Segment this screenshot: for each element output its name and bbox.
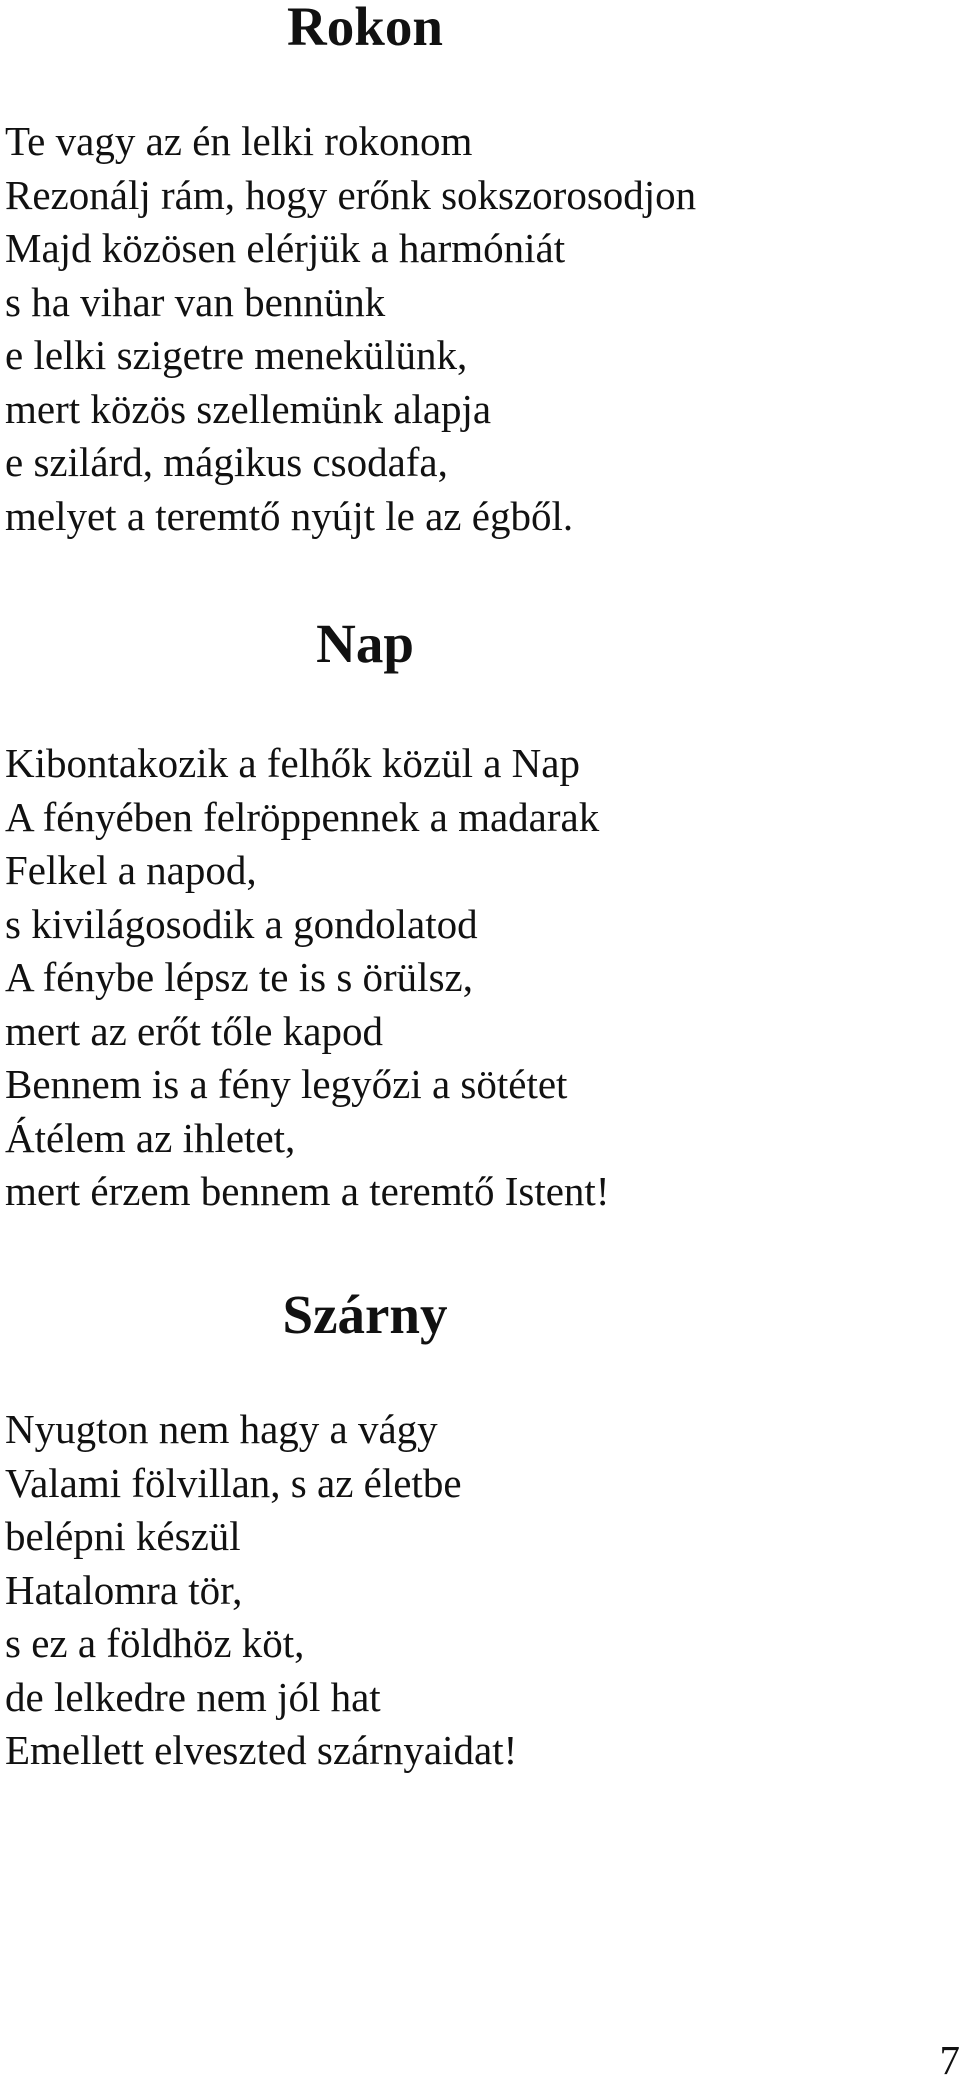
poem-line: de lelkedre nem jól hat	[5, 1671, 517, 1725]
page-number: 7	[940, 2040, 960, 2081]
poem-title-nap: Nap	[0, 614, 730, 674]
poem-title-szarny: Szárny	[0, 1285, 730, 1345]
poem-body-nap	[5, 737, 609, 1219]
poem-line: s kivilágosodik a gondolatod	[5, 898, 609, 952]
poem-line: Emellett elveszted szárnyaidat!	[5, 1724, 517, 1778]
poem-line: e szilárd, mágikus csodafa,	[5, 436, 696, 490]
poem-line: Majd közösen elérjük a harmóniát	[5, 222, 696, 276]
poem-line: Nyugton nem hagy a vágy	[5, 1403, 517, 1457]
poem-line: Hatalomra tör,	[5, 1564, 517, 1618]
poem-line: Rezonálj rám, hogy erőnk sokszorosodjon	[5, 169, 696, 223]
poem-line: belépni készül	[5, 1510, 517, 1564]
poem-line: mert az erőt tőle kapod	[5, 1005, 609, 1059]
poem-line: A fényében felröppennek a madarak	[5, 791, 609, 845]
poem-line: Felkel a napod,	[5, 844, 609, 898]
poem-body-szarny	[5, 1403, 517, 1778]
poem-line: mert közös szellemünk alapja	[5, 383, 696, 437]
poem-line: s ez a földhöz köt,	[5, 1617, 517, 1671]
poem-line: Te vagy az én lelki rokonom	[5, 115, 696, 169]
poem-line: Bennem is a fény legyőzi a sötétet	[5, 1058, 609, 1112]
poem-line: e lelki szigetre menekülünk,	[5, 329, 696, 383]
poem-line: Átélem az ihletet,	[5, 1112, 609, 1166]
poem-line: melyet a teremtő nyújt le az égből.	[5, 490, 696, 544]
poem-title-rokon: Rokon	[0, 0, 730, 57]
poem-line: mert érzem bennem a teremtő Istent!	[5, 1165, 609, 1219]
poem-line: Kibontakozik a felhők közül a Nap	[5, 737, 609, 791]
poem-line: Valami fölvillan, s az életbe	[5, 1457, 517, 1511]
poem-line: A fénybe lépsz te is s örülsz,	[5, 951, 609, 1005]
poem-body-rokon	[5, 115, 696, 543]
poem-line: s ha vihar van bennünk	[5, 276, 696, 330]
